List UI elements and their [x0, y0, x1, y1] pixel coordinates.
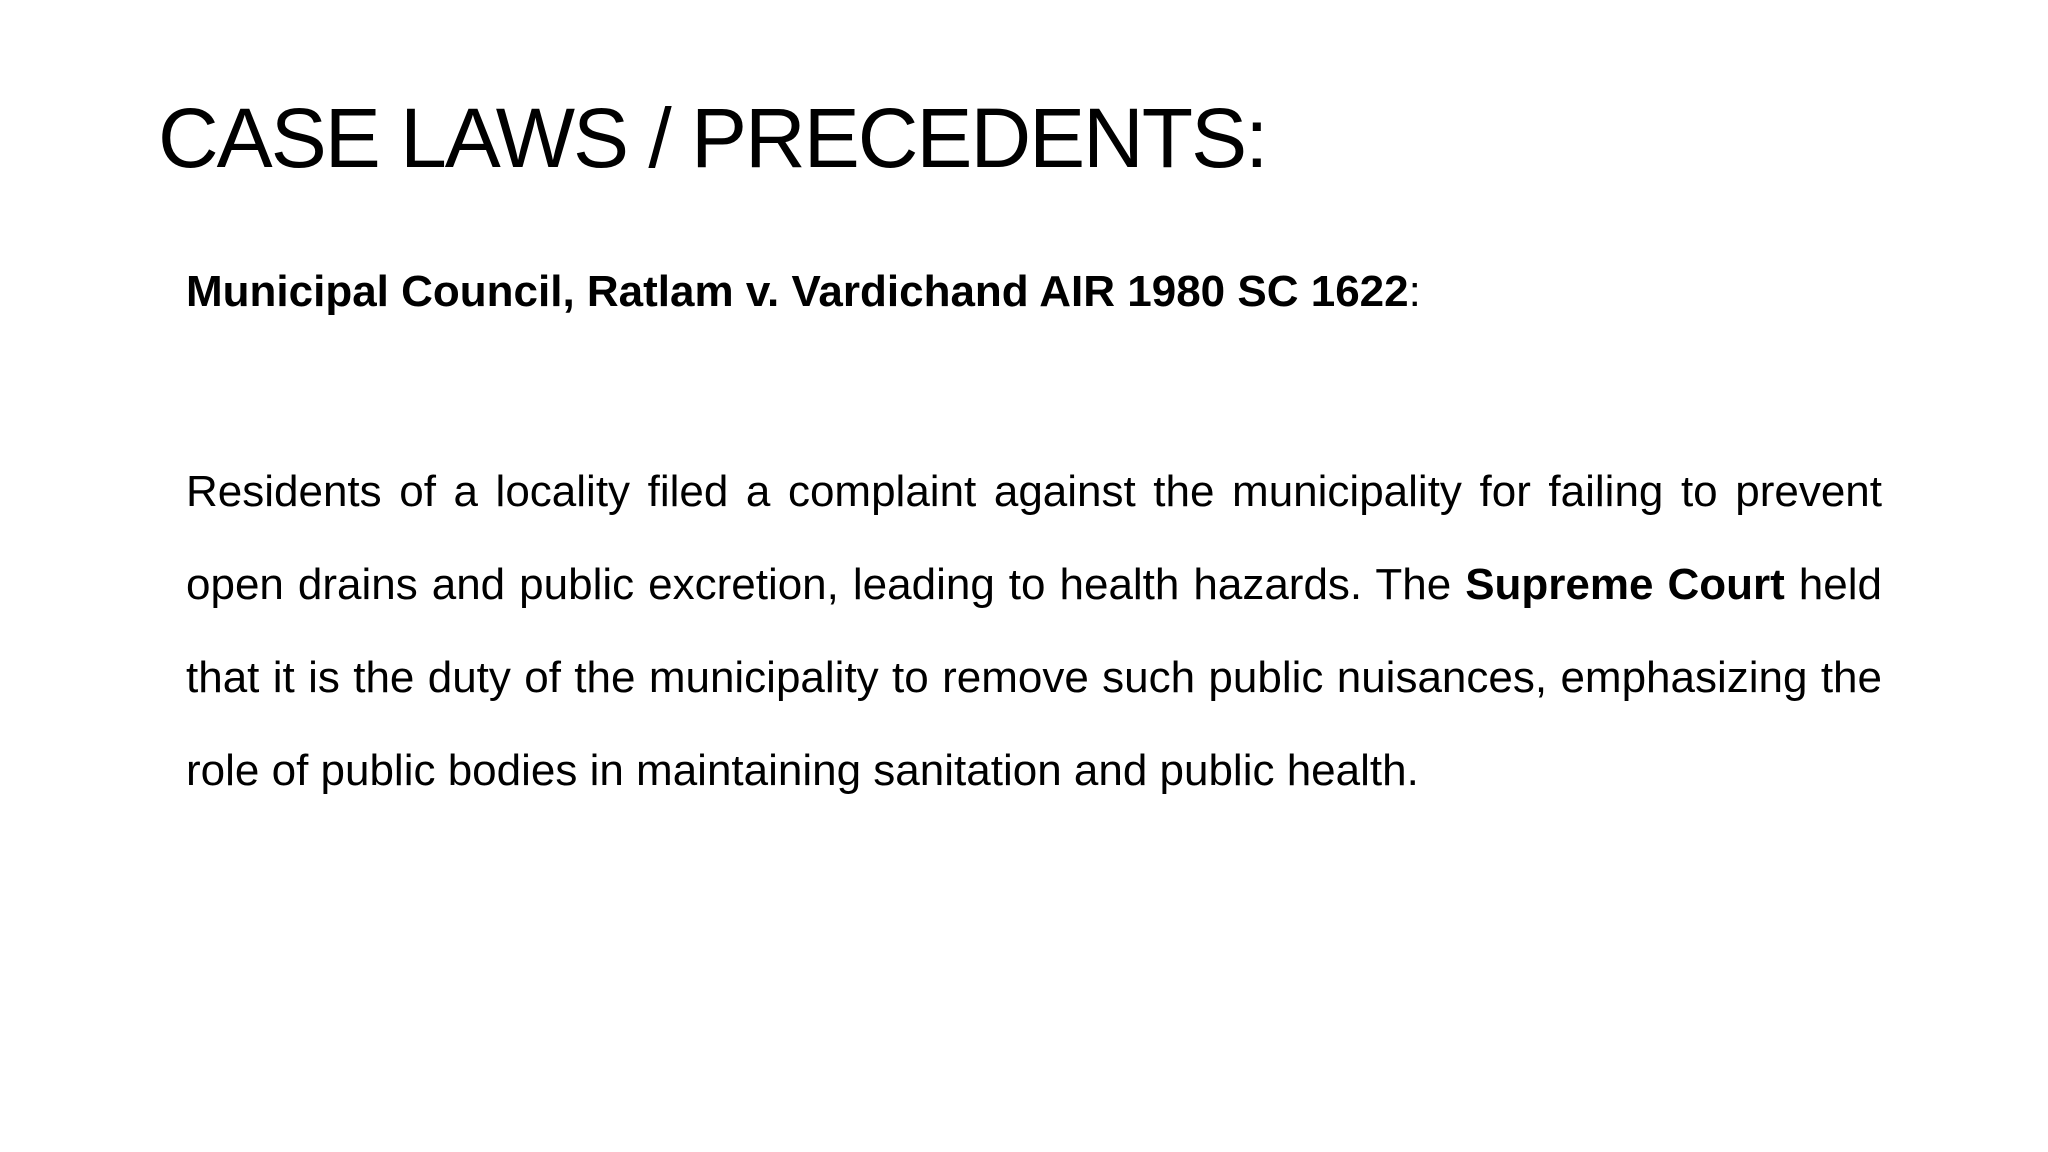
case-name-suffix: :: [1408, 267, 1421, 316]
case-name: Municipal Council, Ratlam v. Vardichand AIR 1980 SC 1622: [186, 267, 1409, 316]
case-summary-text-1: Residents of a locality filed a complaint against the municipality for failing to prevent open drains and public excretion, leading to health hazards. The: [186, 467, 1882, 609]
case-heading: [186, 262, 1421, 322]
case-summary: [186, 445, 1882, 817]
slide-title: CASE LAWS / PRECEDENTS:: [158, 91, 1267, 185]
court-name: Supreme Court: [1465, 560, 1785, 609]
case-summary-text-2: held that it is the duty of the municipality to remove such public nuisances, emphasizing the role of public bodies in maintaining sanitation and public health.: [186, 560, 1882, 795]
